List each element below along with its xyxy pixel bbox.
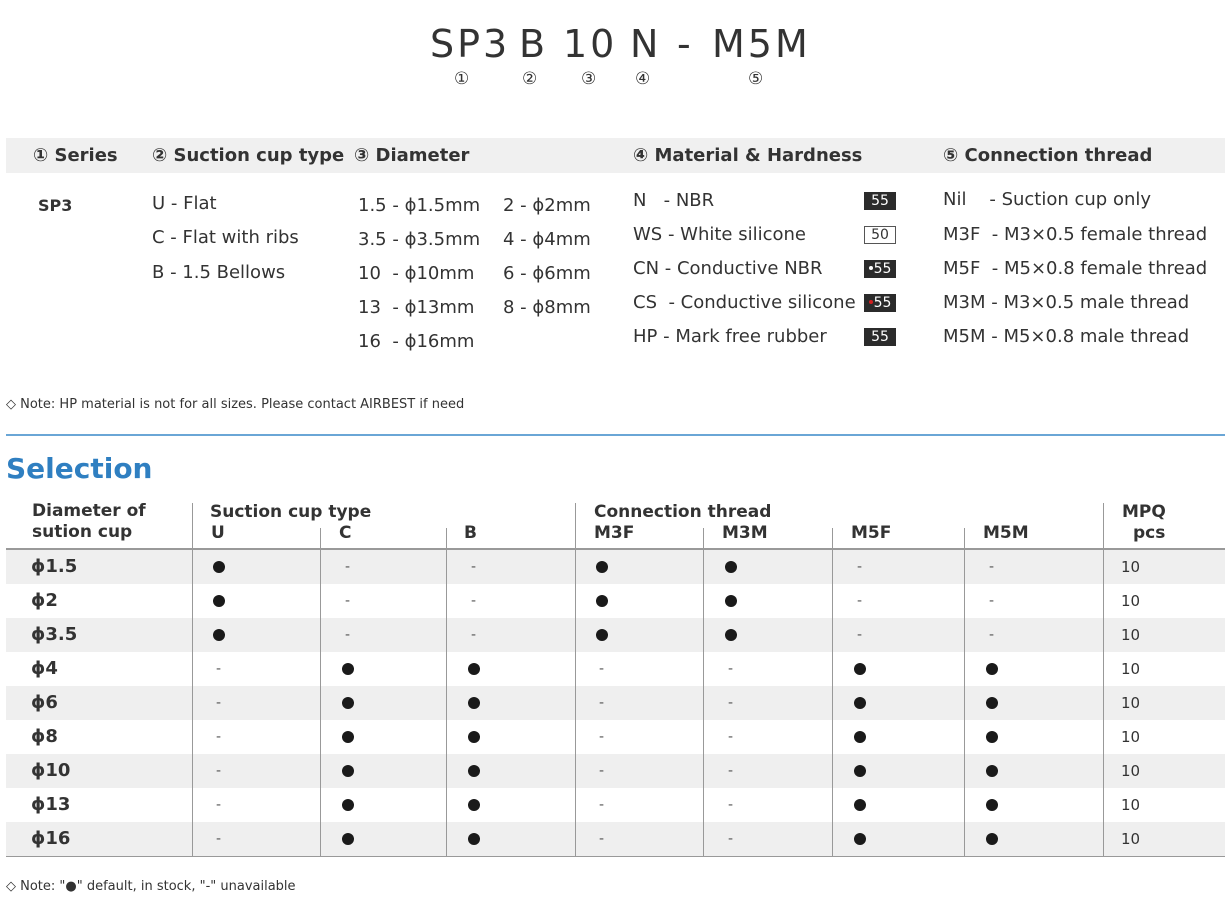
material-item: N - NBR — [633, 190, 715, 211]
unavailable-mark: - — [599, 729, 605, 745]
header-suction-cup-type: Suction cup type — [210, 502, 372, 522]
hp-material-note: ◇ Note: HP material is not for all sizes. Please contact AIRBEST if need — [6, 397, 465, 412]
unavailable-mark: - — [216, 695, 222, 711]
row-diameter: ϕ16 — [31, 828, 71, 849]
column-divider — [1103, 503, 1104, 856]
header-mpq: pcs — [1133, 523, 1166, 543]
available-dot-icon — [986, 731, 998, 743]
table-row — [6, 686, 1225, 720]
conductive-dot-icon — [869, 266, 873, 270]
thread-item: M3M - M3×0.5 male thread — [943, 292, 1190, 313]
model-part-series: SP3 — [430, 22, 511, 66]
available-dot-icon — [854, 697, 866, 709]
available-dot-icon — [725, 561, 737, 573]
model-part-type: B — [519, 22, 549, 66]
unavailable-mark: - — [728, 695, 734, 711]
unavailable-mark: - — [857, 593, 863, 609]
header-diameter: Diameter of — [32, 501, 146, 521]
unavailable-mark: - — [471, 559, 477, 575]
available-dot-icon — [213, 595, 225, 607]
unavailable-mark: - — [599, 831, 605, 847]
thread-item: M3F - M3×0.5 female thread — [943, 224, 1208, 245]
row-diameter: ϕ2 — [31, 590, 58, 611]
unavailable-mark: - — [728, 729, 734, 745]
row-mpq: 10 — [1121, 558, 1141, 576]
unavailable-mark: - — [989, 559, 995, 575]
available-dot-icon — [854, 833, 866, 845]
diameter-item: 6 - ϕ6mm — [503, 263, 591, 284]
header-mpq: MPQ — [1122, 502, 1166, 522]
row-mpq: 10 — [1121, 728, 1141, 746]
unavailable-mark: - — [989, 593, 995, 609]
table-bottom-rule — [6, 856, 1225, 857]
unavailable-mark: - — [728, 797, 734, 813]
row-diameter: ϕ13 — [31, 794, 71, 815]
available-dot-icon — [342, 833, 354, 845]
header-diameter: sution cup — [32, 522, 133, 542]
conductive-dot-icon — [869, 300, 873, 304]
table-row — [6, 584, 1225, 618]
unavailable-mark: - — [216, 661, 222, 677]
diameter-item: 16 - ϕ16mm — [358, 331, 475, 352]
column-header-u: U — [211, 523, 225, 543]
marker-4: ④ — [635, 69, 651, 89]
column-divider — [192, 503, 193, 856]
available-dot-icon — [854, 765, 866, 777]
legend-note: ◇ Note: "●" default, in stock, "-" unavailable — [6, 879, 296, 894]
available-dot-icon — [986, 697, 998, 709]
available-dot-icon — [854, 663, 866, 675]
row-mpq: 10 — [1121, 694, 1141, 712]
row-mpq: 10 — [1121, 762, 1141, 780]
thread-item: Nil - Suction cup only — [943, 189, 1152, 210]
marker-1: ① — [454, 69, 470, 89]
marker-2: ② — [522, 69, 538, 89]
row-mpq: 10 — [1121, 796, 1141, 814]
model-part-diameter: 10 — [563, 22, 618, 66]
diameter-item: 13 - ϕ13mm — [358, 297, 475, 318]
diameter-item: 1.5 - ϕ1.5mm — [358, 195, 481, 216]
section-divider — [6, 434, 1225, 436]
unavailable-mark: - — [471, 627, 477, 643]
column-divider — [832, 528, 833, 856]
available-dot-icon — [986, 833, 998, 845]
cup-type-item: C - Flat with ribs — [152, 227, 299, 248]
material-item: HP - Mark free rubber — [633, 326, 827, 347]
table-row — [6, 618, 1225, 652]
unavailable-mark: - — [216, 831, 222, 847]
thread-item: M5F - M5×0.8 female thread — [943, 258, 1208, 279]
row-diameter: ϕ6 — [31, 692, 58, 713]
unavailable-mark: - — [345, 593, 351, 609]
row-diameter: ϕ1.5 — [31, 556, 78, 577]
available-dot-icon — [854, 799, 866, 811]
selection-title: Selection — [6, 452, 153, 485]
column-header-m3f: M3F — [594, 523, 635, 543]
available-dot-icon — [468, 799, 480, 811]
row-diameter: ϕ8 — [31, 726, 58, 747]
material-item: WS - White silicone — [633, 224, 806, 245]
hardness-badge: 55 — [864, 328, 896, 346]
hardness-badge: 55 — [864, 294, 896, 312]
table-row — [6, 652, 1225, 686]
available-dot-icon — [342, 731, 354, 743]
column-header-b: B — [464, 523, 477, 543]
hardness-badge: 55 — [864, 260, 896, 278]
diameter-item: 10 - ϕ10mm — [358, 263, 475, 284]
table-row — [6, 550, 1225, 584]
hardness-badge: 55 — [864, 192, 896, 210]
column-header-m5m: M5M — [983, 523, 1029, 543]
unavailable-mark: - — [599, 661, 605, 677]
column-divider — [320, 528, 321, 856]
row-mpq: 10 — [1121, 660, 1141, 678]
header-connection-thread: Connection thread — [594, 502, 772, 522]
column-divider — [575, 503, 576, 856]
available-dot-icon — [342, 765, 354, 777]
available-dot-icon — [342, 663, 354, 675]
row-mpq: 10 — [1121, 830, 1141, 848]
available-dot-icon — [986, 765, 998, 777]
column-divider — [703, 528, 704, 856]
available-dot-icon — [342, 697, 354, 709]
available-dot-icon — [725, 629, 737, 641]
available-dot-icon — [468, 765, 480, 777]
available-dot-icon — [468, 731, 480, 743]
unavailable-mark: - — [857, 559, 863, 575]
unavailable-mark: - — [728, 763, 734, 779]
available-dot-icon — [596, 595, 608, 607]
row-mpq: 10 — [1121, 592, 1141, 610]
available-dot-icon — [986, 663, 998, 675]
diameter-item: 3.5 - ϕ3.5mm — [358, 229, 481, 250]
hardness-badge: 50 — [864, 226, 896, 244]
cup-type-item: B - 1.5 Bellows — [152, 262, 286, 283]
table-row — [6, 788, 1225, 822]
row-diameter: ϕ4 — [31, 658, 58, 679]
diameter-item: 8 - ϕ8mm — [503, 297, 591, 318]
unavailable-mark: - — [216, 729, 222, 745]
available-dot-icon — [725, 595, 737, 607]
unavailable-mark: - — [728, 661, 734, 677]
column-divider — [964, 528, 965, 856]
unavailable-mark: - — [345, 627, 351, 643]
diameter-item: 4 - ϕ4mm — [503, 229, 591, 250]
model-part-dash: - — [677, 22, 694, 66]
cup-type-item: U - Flat — [152, 193, 217, 214]
column-header-m3m: M3M — [722, 523, 768, 543]
model-part-material: N — [630, 22, 662, 66]
table-row — [6, 822, 1225, 856]
marker-5: ⑤ — [748, 69, 764, 89]
unavailable-mark: - — [216, 797, 222, 813]
column-header-c: C — [339, 523, 352, 543]
spec-header-thread: ⑤ Connection thread — [943, 145, 1153, 166]
unavailable-mark: - — [599, 695, 605, 711]
table-row — [6, 720, 1225, 754]
available-dot-icon — [468, 697, 480, 709]
unavailable-mark: - — [989, 627, 995, 643]
spec-header-series: ① Series — [33, 145, 118, 166]
available-dot-icon — [854, 731, 866, 743]
material-item: CS - Conductive silicone — [633, 292, 856, 313]
column-divider — [446, 528, 447, 856]
available-dot-icon — [213, 561, 225, 573]
unavailable-mark: - — [857, 627, 863, 643]
row-diameter: ϕ3.5 — [31, 624, 78, 645]
unavailable-mark: - — [216, 763, 222, 779]
column-header-m5f: M5F — [851, 523, 892, 543]
available-dot-icon — [596, 629, 608, 641]
diameter-item: 2 - ϕ2mm — [503, 195, 591, 216]
model-part-thread: M5M — [712, 22, 811, 66]
unavailable-mark: - — [599, 763, 605, 779]
available-dot-icon — [986, 799, 998, 811]
spec-header-type: ② Suction cup type — [152, 145, 345, 166]
unavailable-mark: - — [728, 831, 734, 847]
available-dot-icon — [342, 799, 354, 811]
available-dot-icon — [468, 833, 480, 845]
available-dot-icon — [596, 561, 608, 573]
row-diameter: ϕ10 — [31, 760, 71, 781]
spec-header-material: ④ Material & Hardness — [633, 145, 863, 166]
table-row — [6, 754, 1225, 788]
available-dot-icon — [468, 663, 480, 675]
thread-item: M5M - M5×0.8 male thread — [943, 326, 1190, 347]
series-value: SP3 — [38, 196, 73, 215]
spec-header-diameter: ③ Diameter — [354, 145, 470, 166]
row-mpq: 10 — [1121, 626, 1141, 644]
available-dot-icon — [213, 629, 225, 641]
material-item: CN - Conductive NBR — [633, 258, 823, 279]
unavailable-mark: - — [471, 593, 477, 609]
unavailable-mark: - — [345, 559, 351, 575]
marker-3: ③ — [581, 69, 597, 89]
unavailable-mark: - — [599, 797, 605, 813]
